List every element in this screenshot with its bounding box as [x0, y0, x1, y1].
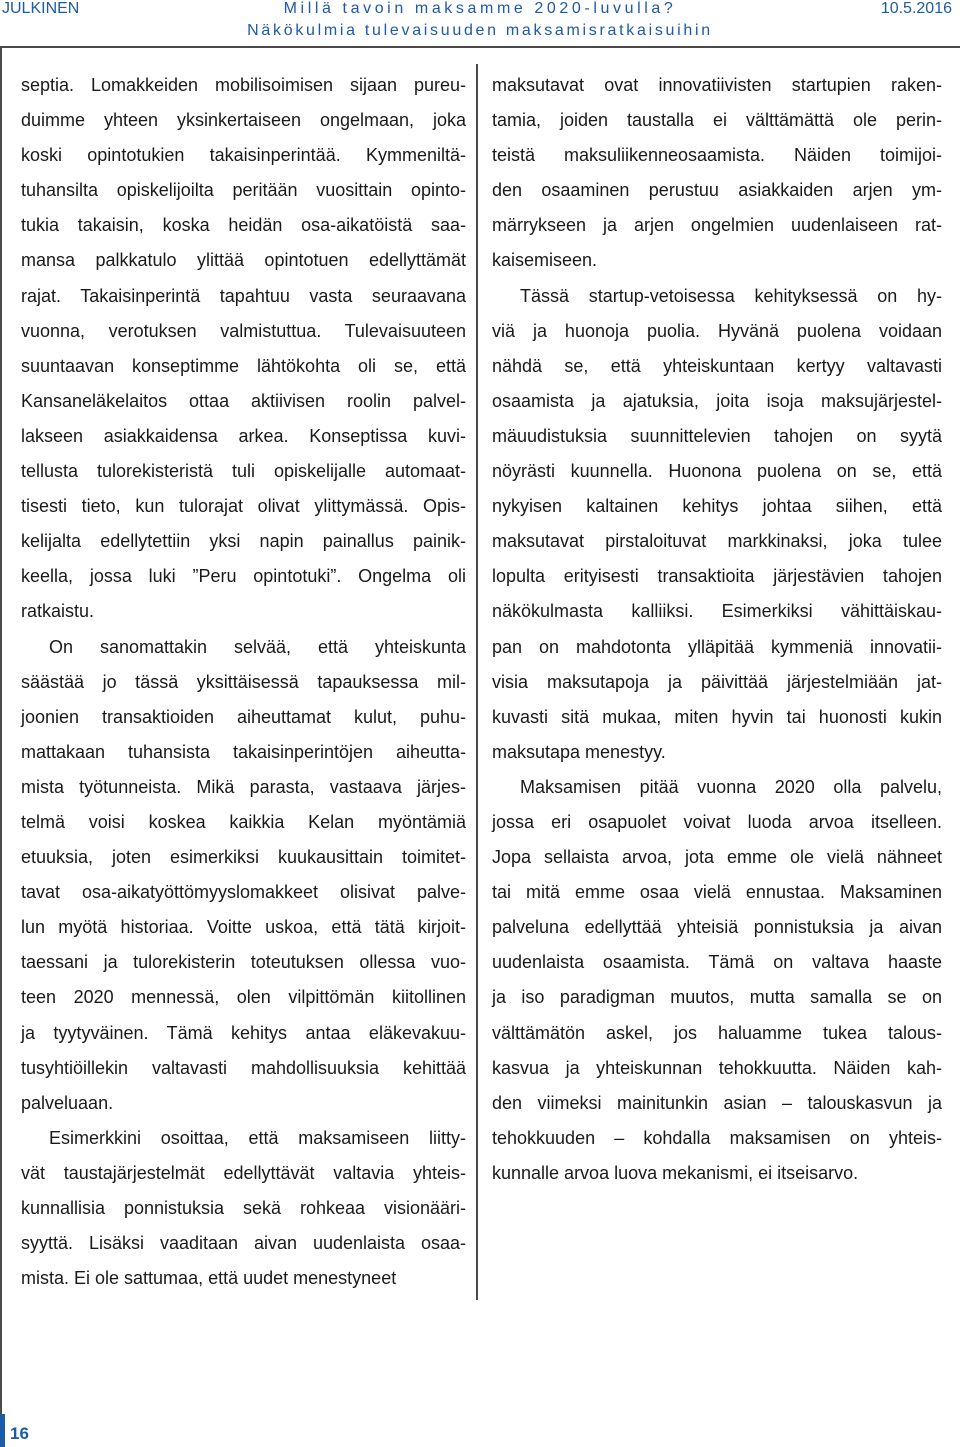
text-line: kunnalle arvoa luova mekanismi, ei itseisarvo.: [492, 1162, 859, 1183]
text-line: uudenlaista osaamista. Tämä on valtava haaste: [492, 952, 942, 973]
text-line: kasvua ja yhteiskunnan tehokkuutta. Näiden kah-: [492, 1057, 942, 1078]
text-line: ja tyytyväinen. Tämä kehitys antaa eläkevakuu-: [21, 1022, 466, 1043]
text-line: teistä maksuliikenneosaamista. Näiden toimijoi-: [492, 145, 942, 166]
document-date: 10.5.2016: [880, 0, 952, 17]
text-line: jossa eri osapuolet voivat luoda arvoa itselleen.: [492, 811, 942, 832]
text-line: Jopa sellaista arvoa, jota emme ole vielä nähneet: [492, 847, 942, 868]
text-line: tusyhtiöillekin valtavasti mahdollisuuksia kehittää: [21, 1057, 466, 1078]
paragraph: [492, 770, 942, 1191]
text-line: viä ja huonoja puolia. Hyvänä puolena voidaan: [492, 320, 942, 341]
text-line: osaamista ja ajatuksia, joita isoja maksujärjestel-: [492, 390, 942, 411]
text-line: vät taustajärjestelmät edellyttävät valtavia yhteis-: [21, 1162, 466, 1183]
text-line: kuvasti sitä mukaa, miten hyvin tai huonosti kukin: [492, 706, 942, 727]
text-line: lopulta erityisesti transaktioita järjestävien tahojen: [492, 566, 942, 587]
text-line: tukia takaisin, koska heidän osa-aikatöistä saa-: [21, 215, 466, 236]
page-number-marker: [0, 1414, 5, 1447]
text-line: maksutapa menestyy.: [492, 741, 666, 762]
page-number: 16: [10, 1424, 29, 1443]
text-line: mattakaan tuhansista takaisinperintöjen aiheutta-: [21, 741, 466, 762]
text-line: säästää jo tässä yksittäisessä tapauksessa mil-: [21, 671, 466, 692]
text-line: lun myötä historiaa. Voitte uskoa, että tätä kirjoit-: [21, 917, 466, 938]
paragraph: [21, 68, 466, 630]
text-line: etuuksia, joten esimerkiksi kuukausittain toimitet-: [21, 847, 466, 868]
text-line: nykyisen kaltainen kehitys johtaa siihen, että: [492, 496, 942, 517]
text-line: duimme yhteen yksinkertaiseen ongelmaan, joka: [21, 110, 466, 131]
text-line: tehokkuuden – kohdalla maksamisen on yhteis-: [492, 1127, 942, 1148]
text-line: suuntaavan konseptimme lähtökohta oli se, että: [21, 355, 466, 376]
paragraph: [492, 279, 942, 770]
text-line: kaisemiseen.: [492, 250, 598, 271]
text-line: On sanomattakin selvää, että yhteiskunta: [49, 636, 466, 657]
text-line: mista. Ei ole sattumaa, että uudet menestyneet: [21, 1268, 397, 1289]
text-line: ja iso paradigman muutos, mutta samalla se on: [492, 987, 942, 1008]
right-column: [492, 68, 942, 1191]
document-title: Millä tavoin maksamme 2020-luvulla?: [283, 0, 677, 17]
text-line: tamia, joiden taustalla ei välttämättä ole perin-: [492, 110, 942, 131]
paragraph: [21, 630, 466, 1121]
text-line: koski opintotukien takaisinperintää. Kymmeniltä-: [21, 145, 466, 166]
text-line: pan on mahdotonta ylläpitää kymmeniä innovatii-: [492, 636, 942, 657]
text-line: lakseen asiakkaidensa arkea. Konseptissa kuvi-: [21, 425, 466, 446]
text-line: tellusta tulorekisteristä tuli opiskelijalle automaat-: [21, 461, 466, 482]
header-divider: [0, 46, 960, 48]
text-line: maksutavat ovat innovatiivisten startupien raken-: [492, 75, 942, 95]
text-line: tuhansilta opiskelijoilta peritään vuosittain opinto-: [21, 180, 466, 201]
text-line: taessani ja tulorekisterin toteutuksen ollessa vuo-: [21, 952, 466, 973]
text-line: septia. Lomakkeiden mobilisoimisen sijaan pureu-: [21, 75, 466, 95]
text-line: palveluaan.: [21, 1092, 114, 1113]
column-divider: [476, 64, 478, 1300]
text-line: tai mitä emme osaa vielä ennustaa. Maksaminen: [492, 882, 942, 903]
text-line: tisesti tieto, kun tulorajat olivat ylittymässä. Opis-: [21, 496, 466, 517]
running-header: [0, 0, 960, 41]
text-line: rajat. Takaisinperintä tapahtuu vasta seuraavana: [21, 285, 466, 306]
document-subtitle: Näkökulmia tulevaisuuden maksamisratkaisuihin: [247, 22, 713, 39]
text-line: den viimeksi mainitunkin asian – talouskasvun ja: [492, 1092, 942, 1113]
text-line: joonien transaktioiden aiheuttamat kulut, puhu-: [21, 706, 466, 727]
text-line: nähdä se, että yhteiskuntaan kertyy valtavasti: [492, 355, 942, 376]
classification-label: JULKINEN: [2, 0, 80, 17]
text-line: palveluna edellyttää yhteisiä ponnistuksia ja aivan: [492, 917, 942, 938]
text-line: maksutavat pirstaloituvat markkinaksi, joka tulee: [492, 531, 942, 552]
text-line: den osaaminen perustuu asiakkaiden arjen ym-: [492, 180, 942, 201]
text-line: visia maksutapoja ja päivittää järjestelmiään jat-: [492, 671, 942, 692]
text-line: mäuudistuksia suunnittelevien tahojen on syytä: [492, 425, 942, 446]
text-line: Tässä startup-vetoisessa kehityksessä on hy-: [520, 285, 942, 306]
text-line: ratkaistu.: [21, 601, 95, 622]
text-line: Kansaneläkelaitos ottaa aktiivisen roolin palvel-: [21, 390, 466, 411]
text-line: syyttä. Lisäksi vaaditaan aivan uudenlaista osaa-: [21, 1233, 466, 1254]
page-left-border: [0, 46, 2, 1447]
text-line: tavat osa-aikatyöttömyyslomakkeet olisivat palve-: [21, 882, 466, 903]
text-line: teen 2020 mennessä, olen vilpittömän kiitollinen: [21, 987, 466, 1008]
text-line: Esimerkkini osoittaa, että maksamiseen liitty-: [49, 1127, 466, 1148]
text-line: mansa palkkatulo ylittää opintotuen edellyttämät: [21, 250, 466, 271]
text-line: märrykseen ja arjen ongelmien uudenlaiseen rat-: [492, 215, 942, 236]
text-line: kelijalta edellytettiin yksi napin painallus painik-: [21, 531, 466, 552]
text-line: vuonna, verotuksen valmistuttua. Tulevaisuuteen: [21, 320, 466, 341]
text-line: keella, jossa luki ”Peru opintotuki”. Ongelma oli: [21, 566, 466, 587]
text-line: telmä voisi koskea kaikkia Kelan myöntämiä: [21, 811, 466, 832]
text-line: Maksamisen pitää vuonna 2020 olla palvelu,: [520, 776, 942, 797]
text-line: mista työtunneista. Mikä parasta, vastaava järjes-: [21, 776, 466, 797]
text-line: kunnallisia ponnistuksia sekä rohkeaa visionääri-: [21, 1198, 466, 1218]
text-line: välttämätön askel, jos haluamme tukea talous-: [492, 1022, 942, 1043]
text-line: näkökulmasta kalliiksi. Esimerkiksi vähittäiskau-: [492, 601, 942, 622]
paragraph: [492, 68, 942, 279]
left-column: [21, 68, 466, 1296]
text-line: nöyrästi kuunnella. Huonona puolena on se, että: [492, 461, 942, 482]
paragraph: [21, 1121, 466, 1296]
